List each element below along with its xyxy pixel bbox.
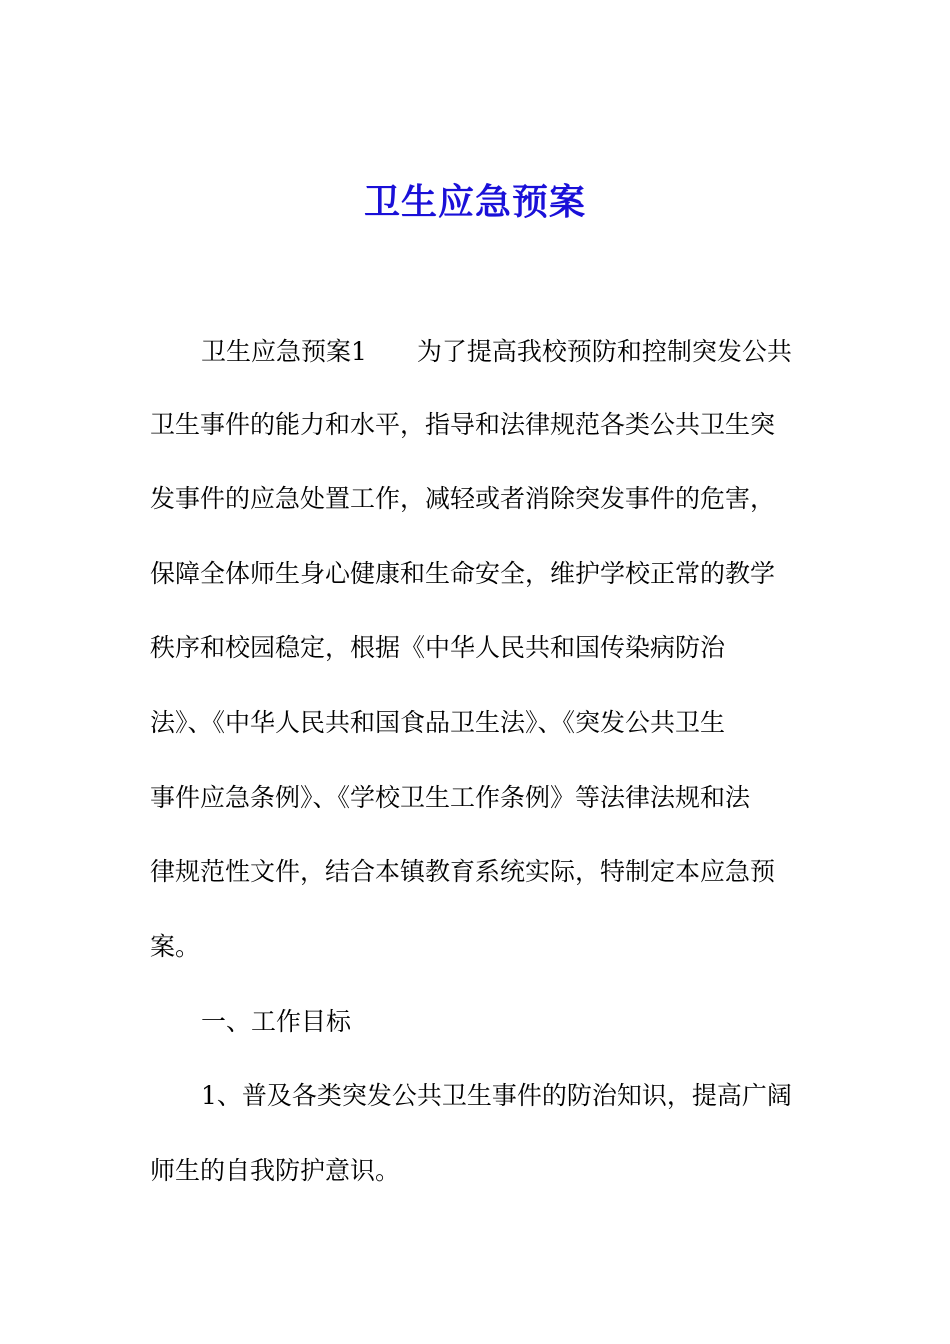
paragraph-line: 发事件的应急处置工作，减轻或者消除突发事件的危害， (150, 484, 776, 513)
list-item-line: 师生的自我防护意识。 (150, 1156, 401, 1185)
paragraph-line: 保障全体师生身心健康和生命安全，维护学校正常的教学 (150, 559, 776, 588)
paragraph-line: 事件应急条例》、《学校卫生工作条例》等法律法规和法 (150, 783, 751, 812)
paragraph-line: 卫生事件的能力和水平，指导和法律规范各类公共卫生突 (150, 410, 776, 439)
list-item-line: 1、普及各类突发公共卫生事件的防治知识，提高广阔 (201, 1081, 792, 1110)
document-title: 卫生应急预案 (363, 182, 586, 223)
paragraph-line: 秩序和校园稳定，根据《中华人民共和国传染病防治 (150, 633, 726, 662)
paragraph-line: 律规范性文件，结合本镇教育系统实际，特制定本应急预 (150, 857, 776, 886)
plan-heading: 卫生应急预案1 (201, 337, 367, 366)
paragraph-line: 法》、《中华人民共和国食品卫生法》、《突发公共卫生 (150, 708, 726, 737)
section-heading: 一、工作目标 (201, 1007, 352, 1036)
paragraph-first-line (201, 335, 871, 369)
paragraph-line: 案。 (150, 932, 201, 961)
paragraph-line: 为了提高我校预防和控制突发公共 (416, 337, 792, 366)
